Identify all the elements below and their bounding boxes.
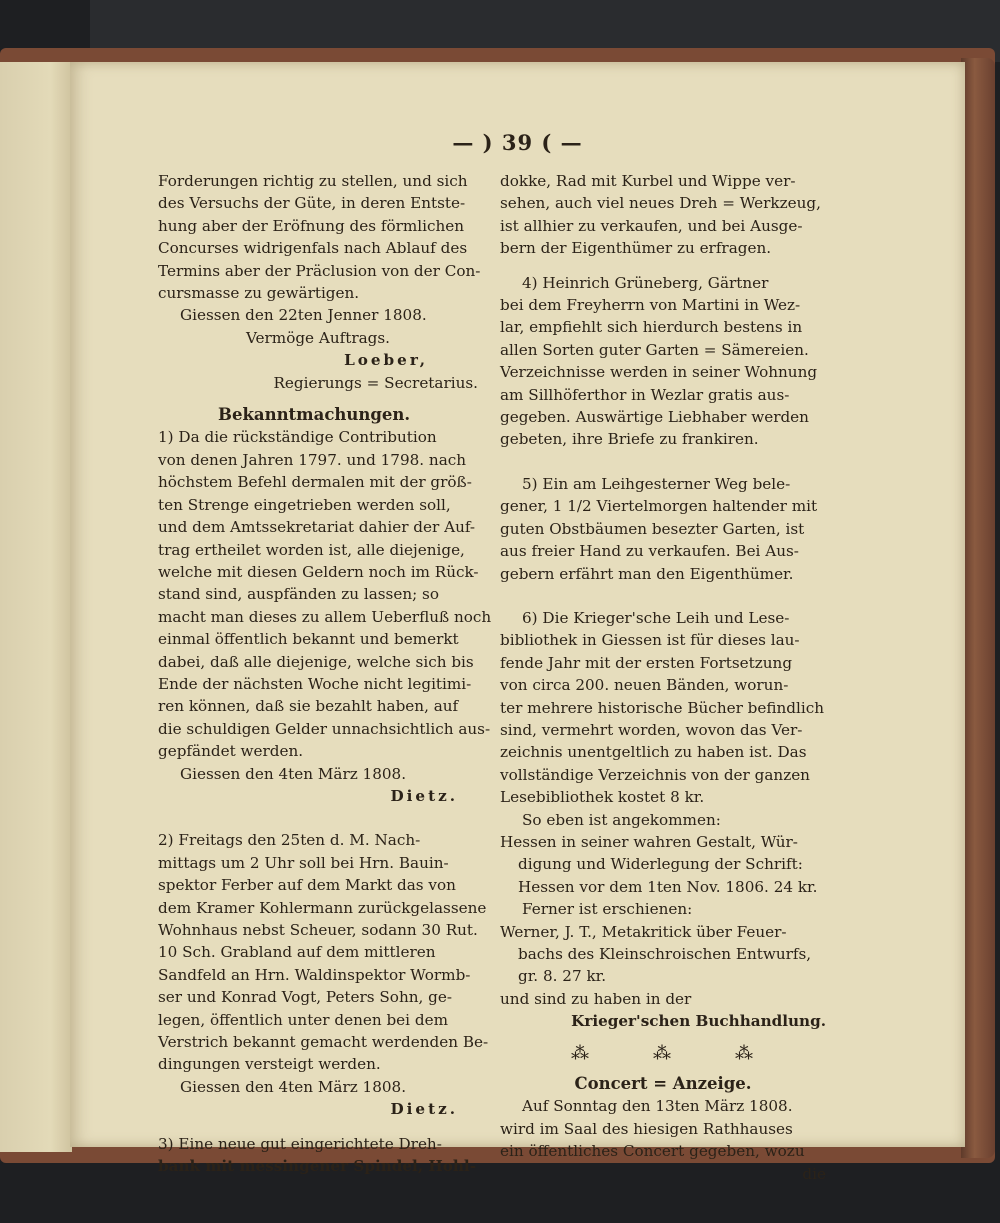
text-line: guten Obstbäumen besezter Garten, ist [500, 519, 805, 538]
text-line: die schuldigen Gelder unnachsichtlich aus- [158, 719, 491, 738]
notice-5 [500, 473, 826, 585]
text-line: bern der Eigenthümer zu erfragen. [500, 239, 772, 258]
bookshop-name: Krieger'schen Buchhandlung. [571, 1012, 826, 1031]
text-line: Hessen vor dem 1ten Nov. 1806. 24 kr. [518, 877, 818, 896]
arrived-intro: So eben ist angekommen: [522, 810, 721, 829]
intro-paragraph [158, 170, 481, 304]
text-line: Wohnhaus nebst Scheuer, sodann 30 Rut. [158, 921, 478, 939]
catchword: die [802, 1164, 826, 1183]
text-line: Verstrich bekannt gemacht werdenden Be- [158, 1033, 489, 1052]
left-column [158, 170, 492, 1177]
book-cover-edge [961, 58, 995, 1158]
text-line: legen, öffentlich unter denen bei dem [158, 1010, 448, 1029]
intro-date: Giessen den 22ten Jenner 1808. [180, 306, 427, 325]
text-line: des Versuchs der Güte, in deren Entste- [158, 194, 466, 213]
section-heading: Bekanntmachungen. [218, 405, 411, 425]
intro-office: Regierungs = Secretarius. [273, 373, 478, 392]
text-line: ten Strenge eingetrieben werden soll, [158, 495, 451, 514]
text-line: dabei, daß alle diejenige, welche sich bis [158, 652, 474, 671]
text-line: Sandfeld an Hrn. Waldinspektor Wormb- [158, 965, 471, 984]
text-line: gepfändet werden. [158, 742, 304, 761]
asterism-ornament-icon: ⁂ [571, 1042, 591, 1064]
text-line: Auf Sonntag den 13ten März 1808. [522, 1097, 793, 1116]
text-line: zeichnis unentgeltlich zu haben ist. Das [500, 743, 807, 762]
text-line: 4) Heinrich Grüneberg, Gärtner [522, 273, 769, 292]
text-line: sehen, auch viel neues Dreh = Werkzeug, [500, 194, 821, 213]
text-line: bank mit messingener Spindel, Hohl- [158, 1157, 476, 1176]
text-line: bei dem Freyherrn von Martini in Wez- [500, 296, 801, 315]
facing-page-edge [0, 62, 72, 1152]
text-line: Concurses widrigenfals nach Ablauf des [158, 239, 468, 258]
ornament-divider [500, 1033, 826, 1073]
text-line: sind, vermehrt worden, wovon das Ver- [500, 720, 803, 739]
text-line: mittags um 2 Uhr soll bei Hrn. Bauin- [158, 853, 449, 872]
text-line: gener, 1 1/2 Viertelmorgen haltender mit [500, 497, 818, 516]
text-line: gebern erfährt man den Eigenthümer. [500, 564, 794, 583]
text-line: ein öffentliches Concert gegeben, wozu [500, 1142, 805, 1161]
text-line: Termins aber der Präclusion von der Con- [158, 261, 481, 280]
text-line: macht man dieses zu allem Ueberfluß noch [158, 607, 492, 626]
published-book [500, 921, 826, 988]
text-line: aus freier Hand zu verkaufen. Bei Aus- [500, 542, 799, 561]
text-line: fende Jahr mit der ersten Fortsetzung [500, 653, 793, 672]
concert-heading: Concert = Anzeige. [574, 1074, 752, 1094]
text-line: von circa 200. neuen Bänden, worun- [500, 676, 789, 695]
text-line: Ende der nächsten Woche nicht legitimi- [158, 674, 472, 693]
asterism-ornament-icon: ⁂ [735, 1042, 755, 1064]
text-line: ter mehrere historische Bücher befindlich [500, 698, 825, 717]
text-line: Forderungen richtig zu stellen, und sich [158, 172, 468, 190]
text-line: ist allhier zu verkaufen, und bei Ausge- [500, 216, 803, 235]
notice-1 [158, 426, 492, 762]
notice-2 [158, 829, 489, 1075]
text-line: gr. 8. 27 kr. [518, 967, 607, 986]
intro-signature: Loeber, [344, 351, 428, 370]
page-number-header: — ) 39 ( — [452, 130, 583, 155]
text-line: am Sillhöferthor in Wezlar gratis aus- [500, 385, 790, 404]
text-line: von denen Jahren 1797. und 1798. nach [158, 450, 467, 469]
notice-1-signature: Dietz. [390, 786, 458, 805]
text-line: vollständige Verzeichnis von der ganzen [500, 765, 810, 784]
text-line: stand sind, auspfänden zu lassen; so [158, 585, 439, 604]
text-line: hung aber der Eröfnung des förmlichen [158, 216, 465, 235]
text-line: allen Sorten guter Garten = Sämereien. [500, 340, 809, 359]
text-line: 1) Da die rückständige Contribution [158, 428, 437, 447]
notice-2-date: Giessen den 4ten März 1808. [180, 1077, 407, 1096]
concert-notice [500, 1095, 826, 1162]
text-line: Verzeichnisse werden in seiner Wohnung [500, 363, 818, 382]
text-line: 10 Sch. Grabland auf dem mittleren [158, 943, 436, 962]
text-line: 6) Die Krieger'sche Leih und Lese- [522, 608, 790, 627]
text-line: Lesebibliothek kostet 8 kr. [500, 788, 705, 807]
text-line: und dem Amtssekretariat dahier der Auf- [158, 518, 476, 537]
text-line: dingungen versteigt werden. [158, 1055, 381, 1074]
text-line: Werner, J. T., Metakritick über Feuer- [500, 922, 787, 941]
notice-4 [500, 272, 826, 451]
text-line: digung und Widerlegung der Schrift: [518, 855, 803, 874]
right-column [500, 170, 826, 1185]
text-line: gebeten, ihre Briefe zu frankiren. [500, 430, 759, 449]
notice-3 [158, 1133, 478, 1178]
asterism-ornament-icon: ⁂ [653, 1042, 673, 1064]
text-line: dokke, Rad mit Kurbel und Wippe ver- [500, 172, 796, 190]
text-line: höchstem Befehl dermalen mit der größ- [158, 473, 472, 492]
text-line: ser und Konrad Vogt, Peters Sohn, ge- [158, 988, 453, 1007]
notice-6 [500, 607, 826, 809]
text-line: cursmasse zu gewärtigen. [158, 284, 360, 303]
text-line: trag ertheilet worden ist, alle diejenige, [158, 540, 465, 559]
arrived-book [500, 831, 826, 898]
text-line: spektor Ferber auf dem Markt das von [158, 876, 456, 895]
text-line: dem Kramer Kohlermann zurückgelassene [158, 898, 487, 917]
text-line: 3) Eine neue gut eingerichtete Dreh- [158, 1134, 442, 1153]
available-line: und sind zu haben in der [500, 989, 692, 1008]
notice-3-continued [500, 170, 826, 260]
text-line: welche mit diesen Geldern noch im Rück- [158, 562, 479, 581]
published-intro: Ferner ist erschienen: [522, 900, 693, 919]
intro-authority: Vermöge Auftrags. [245, 328, 391, 347]
text-line: Hessen in seiner wahren Gestalt, Wür- [500, 832, 798, 851]
text-line: 5) Ein am Leihgesterner Weg bele- [522, 474, 791, 493]
text-line: 2) Freitags den 25ten d. M. Nach- [158, 831, 421, 850]
notice-1-date: Giessen den 4ten März 1808. [180, 764, 407, 783]
text-line: bibliothek in Giessen ist für dieses lau- [500, 631, 800, 650]
document-page [70, 62, 965, 1183]
text-line: wird im Saal des hiesigen Rathhauses [500, 1119, 793, 1138]
text-line: gegeben. Auswärtige Liebhaber werden [500, 408, 809, 427]
text-line: lar, empfiehlt sich hierdurch bestens in [500, 318, 803, 337]
text-line: bachs des Kleinschroischen Entwurfs, [518, 945, 812, 963]
notice-2-signature: Dietz. [390, 1100, 458, 1119]
text-line: ren können, daß sie bezahlt haben, auf [158, 697, 459, 716]
text-line: einmal öffentlich bekannt und bemerkt [158, 630, 459, 649]
